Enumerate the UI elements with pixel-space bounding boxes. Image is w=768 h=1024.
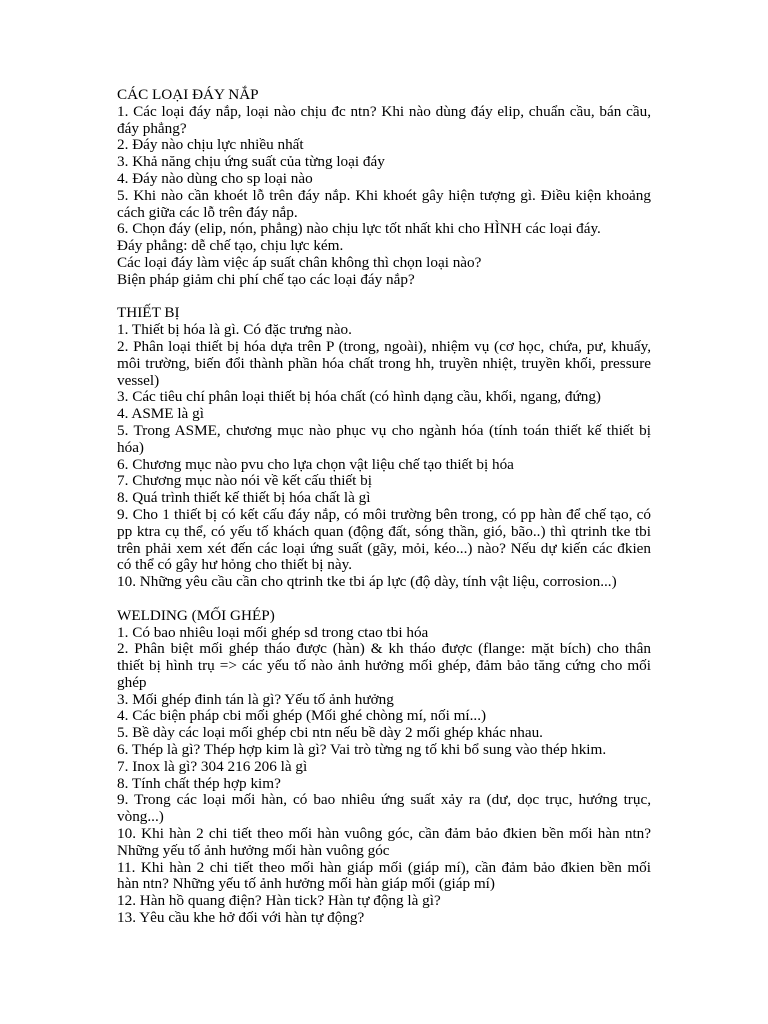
text-line: đáy phẳng? (117, 119, 187, 137)
text-line: vessel) (117, 371, 160, 389)
text-line: vòng...) (117, 808, 164, 826)
text-line: 3. Các tiêu chí phân loại thiết bị hóa chất (có hình dạng cầu, khối, ngang, đứng) (117, 388, 601, 406)
text-line: 7. Inox là gì? 304 216 206 là gì (117, 757, 308, 775)
text-line: 4. ASME là gì (117, 405, 204, 423)
text-line: 3. Mối ghép đinh tán là gì? Yếu tố ảnh hưởng (117, 690, 394, 708)
section-thiet-bi (117, 305, 651, 591)
text-line: 6. Chọn đáy (elip, nón, phẳng) nào chịu lực tốt nhất khi cho HÌNH các loại đáy. (117, 220, 601, 238)
list-item (117, 725, 651, 742)
list-item (117, 826, 651, 860)
text-line: 3. Khả năng chịu ứng suất của từng loại đáy (117, 153, 385, 171)
list-item (117, 255, 651, 272)
list-item (117, 473, 651, 490)
list-item (117, 188, 651, 222)
text-line: Đáy phẳng: dễ chế tạo, chịu lực kém. (117, 237, 344, 255)
list-item (117, 776, 651, 793)
text-line: môi trường, biến đổi thành phần hóa chất trong hh, truyền nhiệt, truyền khối, pressure (117, 354, 651, 372)
list-item (117, 171, 651, 188)
list-item (117, 625, 651, 642)
list-item (117, 860, 651, 894)
text-line: trên phải xem xét đến các loại ứng suất (gãy, mỏi, kéo...) nào? Nếu dự kiến các đkien (117, 539, 651, 557)
text-line: 11. Khi hàn 2 chi tiết theo mối hàn giáp mối (giáp mí), cần đảm bảo đkien bền mối (117, 858, 651, 876)
list-item (117, 893, 651, 910)
text-line: 1. Có bao nhiêu loại mối ghép sd trong ctao tbi hóa (117, 623, 429, 641)
text-line: Biện pháp giảm chi phí chế tạo các loại đáy nắp? (117, 270, 415, 288)
text-line: 2. Đáy nào chịu lực nhiều nhất (117, 136, 304, 154)
list-item (117, 322, 651, 339)
list-item (117, 507, 651, 574)
text-line: 6. Chương mục nào pvu cho lựa chọn vật liệu chế tạo thiết bị hóa (117, 455, 514, 473)
text-line: 2. Phân loại thiết bị hóa dựa trên P (trong, ngoài), nhiệm vụ (cơ học, chứa, pư, khuấy, (117, 337, 651, 355)
text-line: 4. Đáy nào dùng cho sp loại nào (117, 169, 313, 187)
list-item (117, 742, 651, 759)
list-item (117, 221, 651, 238)
section-cac-loai-day-nap (117, 87, 651, 289)
text-line: cách giữa các lỗ trên đáy nắp. (117, 203, 298, 221)
text-line: 9. Trong các loại mối hàn, có bao nhiêu ứng suất xảy ra (dư, dọc trục, hướng trục, (117, 791, 651, 809)
text-line: 4. Các biện pháp cbi mối ghép (Mối ghé chòng mí, nối mí...) (117, 707, 487, 725)
list-item (117, 490, 651, 507)
text-line: 8. Tính chất thép hợp kim? (117, 774, 281, 792)
list-item (117, 406, 651, 423)
text-line: 5. Trong ASME, chương mục nào phục vụ cho ngành hóa (tính toán thiết kế thiết bị (117, 421, 651, 439)
text-line: 10. Khi hàn 2 chi tiết theo mối hàn vuông góc, cần đảm bảo đkien bền mối hàn ntn? (117, 825, 651, 843)
section-welding (117, 608, 651, 927)
list-item (117, 692, 651, 709)
text-line: 2. Phân biệt mối ghép tháo được (hàn) & kh tháo được (flange: mặt bích) cho thân (117, 640, 651, 658)
list-item (117, 104, 651, 138)
list-item (117, 792, 651, 826)
text-line: Những yếu tố ảnh hưởng mối hàn vuông góc (117, 841, 390, 859)
list-item (117, 910, 651, 927)
list-item (117, 574, 651, 591)
list-item (117, 272, 651, 289)
list-item (117, 154, 651, 171)
text-line: 6. Thép là gì? Thép hợp kim là gì? Vai trò từng ng tố khi bổ sung vào thép hkim. (117, 741, 607, 759)
text-line: hàn ntn? Những yếu tố ảnh hưởng mối hàn giáp mối (giáp mí) (117, 875, 495, 893)
text-line: 5. Bề dày các loại mối ghép cbi ntn nếu bề dày 2 mối ghép khác nhau. (117, 724, 543, 742)
text-line: 13. Yêu cầu khe hở đối với hàn tự động? (117, 909, 365, 927)
text-line: 1. Các loại đáy nắp, loại nào chịu đc ntn? Khi nào dùng đáy elip, chuẩn cầu, bán cầu, (117, 102, 651, 120)
list-item (117, 137, 651, 154)
text-line: 10. Những yêu cầu cần cho qtrinh tke tbi áp lực (độ dày, tính vật liệu, corrosion...) (117, 573, 617, 591)
text-line: 1. Thiết bị hóa là gì. Có đặc trưng nào. (117, 321, 352, 339)
text-line: 9. Cho 1 thiết bị có kết cấu đáy nắp, có môi trường bên trong, có pp hàn để chế tạo, có (117, 505, 651, 523)
list-item (117, 708, 651, 725)
text-line: ghép (117, 673, 147, 691)
list-item (117, 457, 651, 474)
text-line: 12. Hàn hồ quang điện? Hàn tick? Hàn tự động là gì? (117, 892, 441, 910)
list-item (117, 641, 651, 691)
list-item (117, 238, 651, 255)
list-item (117, 759, 651, 776)
text-line: 5. Khi nào cần khoét lỗ trên đáy nắp. Khi khoét gây hiện tượng gì. Điều kiện khoảng (117, 186, 651, 204)
document-body (117, 87, 651, 927)
text-line: thiết bị hình trụ => các yếu tố nào ảnh hưởng mối ghép, đảm bảo tăng cứng cho mối (117, 657, 651, 675)
section-heading: THIẾT BỊ (117, 304, 180, 322)
text-line: 8. Quá trình thiết kế thiết bị hóa chất là gì (117, 489, 371, 507)
text-line: 7. Chương mục nào nói về kết cấu thiết bị (117, 472, 372, 490)
section-heading: WELDING (MỐI GHÉP) (117, 606, 275, 624)
list-item (117, 423, 651, 457)
section-heading: CÁC LOẠI ĐÁY NẮP (117, 86, 259, 103)
list-item (117, 389, 651, 406)
list-item (117, 339, 651, 389)
text-line: có thể có gây hư hỏng cho thiết bị này. (117, 556, 352, 574)
text-line: Các loại đáy làm việc áp suất chân không thì chọn loại nào? (117, 253, 482, 271)
text-line: pp ktra cụ thể, có yếu tố khách quan (động đất, sóng thần, gió, bão..) thì qtrinh tke tbi (117, 522, 651, 540)
text-line: hóa) (117, 438, 144, 456)
